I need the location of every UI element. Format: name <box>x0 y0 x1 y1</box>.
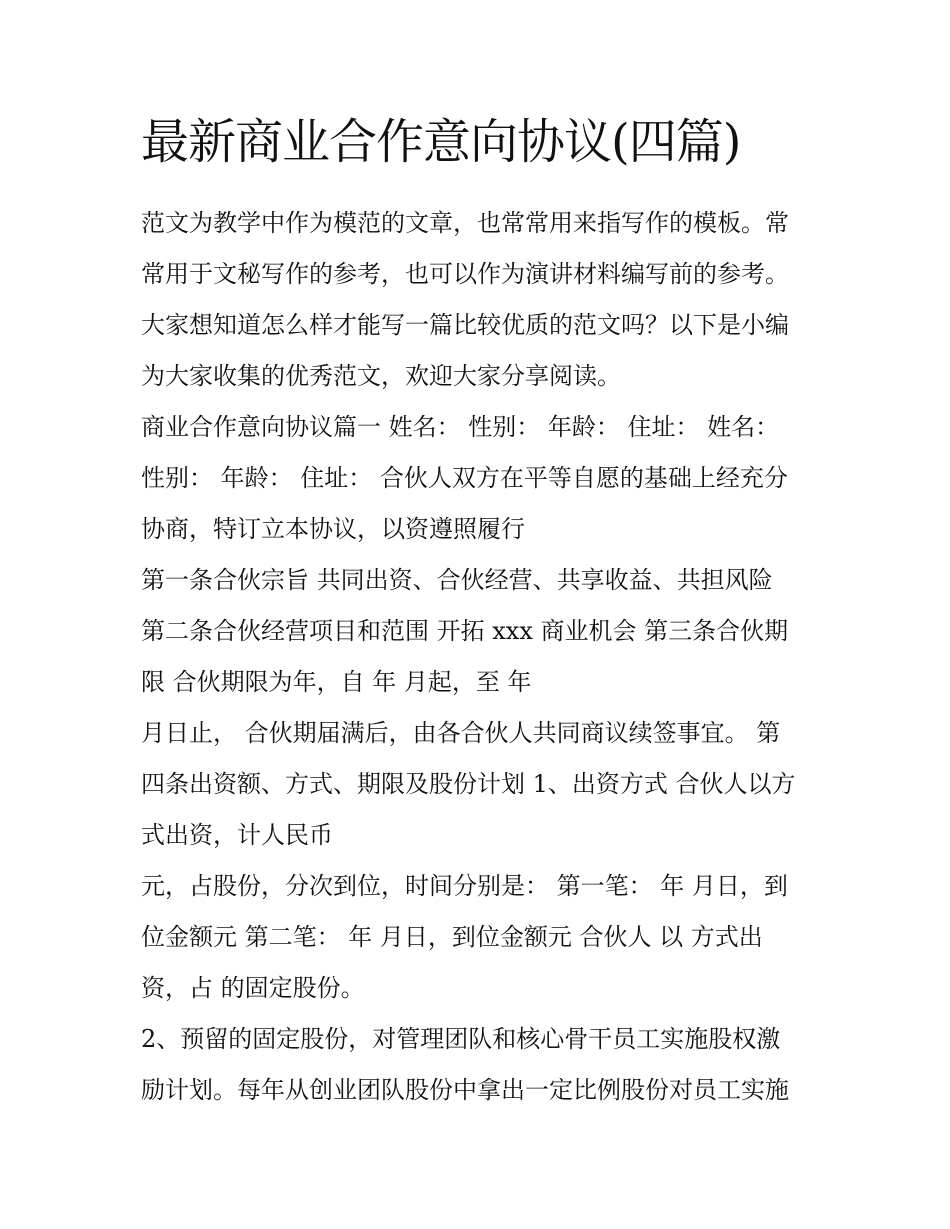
paragraph-line: 励计划。每年从创业团队股份中拿出一定比例股份对员工实施 <box>141 1076 789 1104</box>
paragraph-line: 大家想知道怎么样才能写一篇比较优质的范文吗？以下是小编 <box>141 311 789 339</box>
paragraph-line: 限 合伙期限为年，自 年 月起，至 年 <box>141 668 532 696</box>
paragraph-line: 式出资，计人民币 <box>141 821 333 849</box>
paragraph-line: 位金额元 第二笔： 年 月日，到位金额元 合伙人 以 方式出 <box>141 923 763 951</box>
paragraph-line: 商业合作意向协议篇一 姓名： 性别： 年龄： 住址： 姓名： <box>141 413 780 441</box>
paragraph-line: 性别： 年龄： 住址： 合伙人双方在平等自愿的基础上经充分 <box>141 464 788 492</box>
paragraph-line: 2、预留的固定股份，对管理团队和核心骨干员工实施股权激 <box>141 1025 781 1053</box>
document-title: 最新商业合作意向协议(四篇) <box>141 114 741 170</box>
paragraph-line: 第一条合伙宗旨 共同出资、合伙经营、共享收益、共担风险 <box>141 566 773 594</box>
paragraph-line: 协商，特订立本协议，以资遵照履行 <box>141 515 525 543</box>
paragraph-line: 元，占股份，分次到位，时间分别是： 第一笔： 年 月日，到 <box>141 872 788 900</box>
paragraph-line: 资，占 的固定股份。 <box>141 974 365 1002</box>
paragraph-line: 范文为教学中作为模范的文章，也常常用来指写作的模板。常 <box>141 209 789 237</box>
paragraph-line: 常用于文秘写作的参考，也可以作为演讲材料编写前的参考。 <box>141 260 789 288</box>
paragraph-line: 月日止， 合伙期届满后，由各合伙人共同商议续签事宜。 第 <box>141 719 781 747</box>
paragraph-line: 为大家收集的优秀范文，欢迎大家分享阅读。 <box>141 362 621 390</box>
paragraph-line: 第二条合伙经营项目和范围 开拓 xxx 商业机会 第三条合伙期 <box>141 617 789 645</box>
paragraph-line: 四条出资额、方式、期限及股份计划 1、出资方式 合伙人以方 <box>141 770 796 798</box>
